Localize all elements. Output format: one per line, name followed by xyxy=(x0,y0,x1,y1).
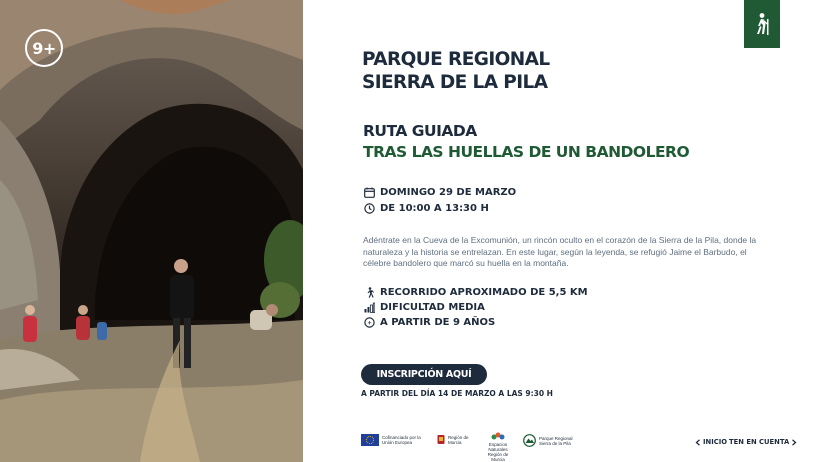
age-badge: 9+ xyxy=(25,29,63,67)
nav-prev-link[interactable] xyxy=(695,438,727,446)
hiking-tile xyxy=(744,0,780,48)
park-title xyxy=(362,48,662,94)
cave-photo xyxy=(0,0,303,462)
route-kind: RUTA GUIADA xyxy=(363,122,477,140)
nav-next-label: TEN EN CUENTA xyxy=(729,438,790,446)
espacios-naturales-icon xyxy=(491,432,505,441)
route-distance: RECORRIDO APROXIMADO DE 5,5 KM xyxy=(380,287,588,298)
age-row xyxy=(364,317,495,328)
eu-flag-icon xyxy=(361,434,379,446)
event-date: DOMINGO 29 DE MARZO xyxy=(380,187,517,198)
parque-logo xyxy=(523,434,581,447)
time-row xyxy=(364,203,489,214)
age-icon xyxy=(364,317,375,328)
eu-logo xyxy=(361,434,424,446)
difficulty-row xyxy=(364,302,485,313)
svg-text:+: + xyxy=(367,320,372,327)
murcia-logo xyxy=(437,434,478,446)
event-time: DE 10:00 A 13:30 H xyxy=(380,203,489,214)
murcia-logo-text: Región de Murcia xyxy=(448,435,469,445)
parque-logo-text: Parque Regional Sierra de la Pila xyxy=(539,435,573,446)
parque-regional-icon xyxy=(523,434,536,447)
eu-logo-text: Cofinanciado por la Unión Europea xyxy=(382,435,421,445)
registration-note: A PARTIR DEL DÍA 14 DE MARZO A LAS 9:30 H xyxy=(361,389,553,398)
park-title-line2: SIERRA DE LA PILA xyxy=(362,72,548,93)
route-difficulty: DIFICULTAD MEDIA xyxy=(380,302,485,313)
espacios-naturales-logo xyxy=(482,432,514,462)
date-row xyxy=(364,187,516,198)
calendar-icon xyxy=(364,187,375,198)
nav-next-link[interactable] xyxy=(729,438,797,446)
hiker-icon xyxy=(753,12,771,36)
route-description: Adéntrate en la Cueva de la Excomunión, un rincón oculto en el corazón de la Sierra de la Pila, donde la naturaleza y la historia se entrelazan. En este lugar, según la leyenda, se refugió Jaime el Barbudo, el célebre bandolero que marcó su huella en la montaña. xyxy=(363,235,757,268)
walking-icon xyxy=(364,287,375,298)
chevron-left-icon xyxy=(695,439,701,446)
murcia-crest-icon xyxy=(437,434,445,446)
clock-icon xyxy=(364,203,375,214)
espacios-logo-text: Espacios Naturales Región de Murcia xyxy=(487,442,509,462)
park-title-line1: PARQUE REGIONAL xyxy=(362,49,550,70)
registration-button[interactable]: INSCRIPCIÓN AQUÍ xyxy=(361,364,487,385)
difficulty-icon xyxy=(364,302,375,313)
distance-row xyxy=(364,287,588,298)
chevron-right-icon xyxy=(791,439,797,446)
nav-prev-label: INICIO xyxy=(703,438,728,446)
route-name: TRAS LAS HUELLAS DE UN BANDOLERO xyxy=(363,143,690,161)
cave-scene xyxy=(0,0,303,462)
minimum-age: A PARTIR DE 9 AÑOS xyxy=(380,317,496,328)
